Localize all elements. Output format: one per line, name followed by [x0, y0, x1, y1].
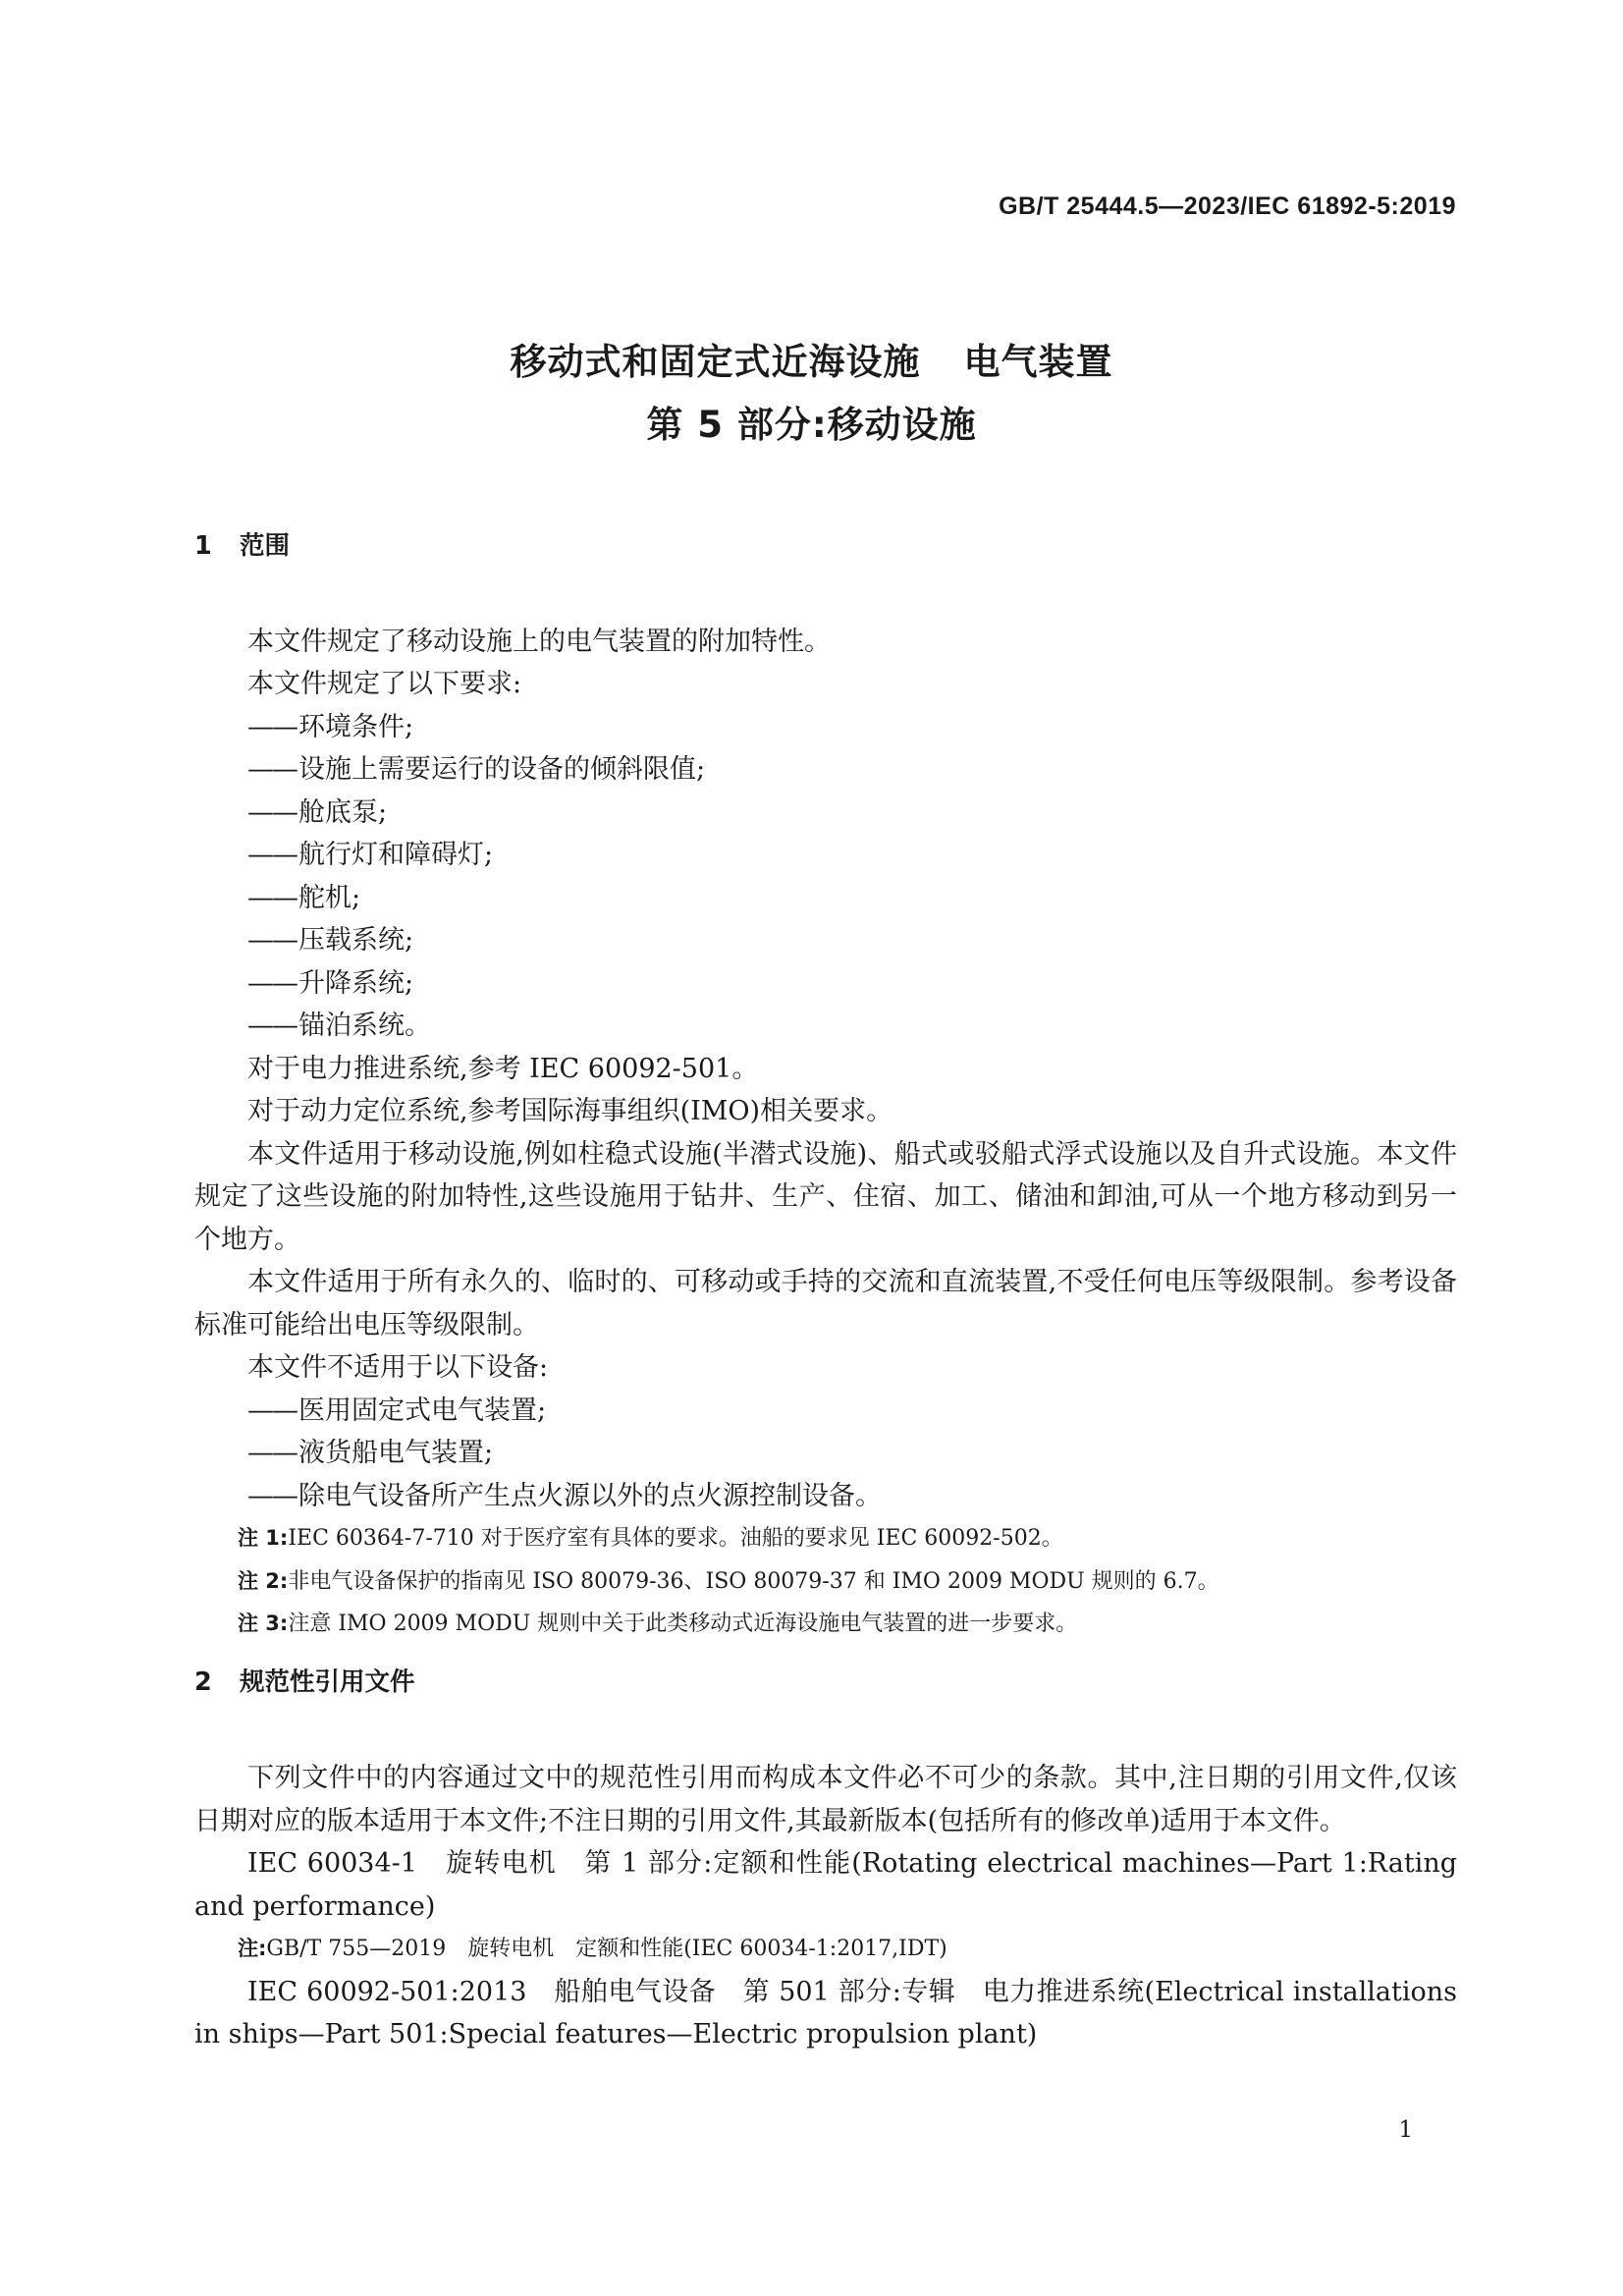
reference-entry: IEC 60092-501:2013 船舶电气设备 第 501 部分:专辑 电力推进系统(Electrical installations in ships—Part 501:Special features—Electric propulsion plant)	[194, 1976, 1457, 2050]
section-2-title: 规范性引用文件	[240, 1667, 415, 1697]
note-text: GB/T 755—2019 旋转电机 定额和性能(IEC 60034-1:2017,IDT)	[266, 1937, 947, 1961]
reference-entry: IEC 60034-1 旋转电机 第 1 部分:定额和性能(Rotating electrical machines—Part 1:Rating and performance)	[194, 1848, 1457, 1922]
list-item	[194, 1475, 1457, 1518]
list-item-text: 除电气设备所产生点火源以外的点火源控制设备。	[298, 1480, 882, 1511]
list-item-text: 舵机;	[298, 882, 361, 913]
paragraph: 本文件不适用于以下设备:	[247, 1352, 549, 1383]
note	[194, 1560, 1457, 1604]
note-text: 非电气设备保护的指南见 ISO 80079-36、ISO 80079-37 和 IMO 2009 MODU 规则的 6.7。	[288, 1568, 1219, 1594]
note	[194, 1928, 1457, 1971]
dash-marker: ——	[247, 754, 297, 785]
document-title-line2: 第 5 部分:移动设施	[646, 404, 977, 446]
dash-marker: ——	[247, 967, 297, 999]
note-text: 注意 IMO 2009 MODU 规则中关于此类移动式近海设施电气装置的进一步要求。	[288, 1612, 1078, 1636]
note-text: IEC 60364-7-710 对于医疗室有具体的要求。油船的要求见 IEC 60092-502。	[288, 1526, 1063, 1551]
note	[194, 1517, 1457, 1560]
document-body	[194, 525, 1457, 2056]
list-item-text: 医用固定式电气装置;	[298, 1394, 547, 1426]
dash-marker: ——	[247, 1394, 297, 1426]
list-item	[194, 1390, 1457, 1433]
section-1-heading	[194, 525, 1457, 569]
paragraph: 下列文件中的内容通过文中的规范性引用而构成本文件必不可少的条款。其中,注日期的引用文件,仅该日期对应的版本适用于本文件;不注日期的引用文件,其最新版本(包括所有的修改单)适用于本文件。	[194, 1763, 1457, 1836]
list-item-text: 设施上需要运行的设备的倾斜限值;	[298, 754, 706, 785]
section-1-title: 范围	[240, 531, 291, 561]
list-item-text: 升降系统;	[298, 967, 414, 999]
dash-marker: ——	[247, 1011, 297, 1041]
note-label: 注 2:	[238, 1568, 289, 1593]
list-item	[194, 792, 1457, 835]
standard-number: GB/T 25444.5—2023/IEC 61892-5:2019	[999, 192, 1456, 220]
list-item	[194, 748, 1457, 792]
list-item-text: 锚泊系统。	[298, 1011, 431, 1041]
list-item-text: 压载系统;	[298, 925, 414, 956]
dash-marker: ——	[247, 796, 297, 828]
paragraph: 本文件规定了以下要求:	[247, 669, 522, 699]
list-item-text: 环境条件;	[298, 711, 414, 742]
dash-marker: ——	[247, 1480, 297, 1511]
dash-marker: ——	[247, 711, 297, 742]
paragraph: 本文件适用于移动设施,例如柱稳式设施(半潜式设施)、船式或驳船式浮式设施以及自升式设施。本文件规定了这些设施的附加特性,这些设施用于钻井、生产、住宿、加工、储油和卸油,可从一个地方移动到另一个地方。	[194, 1138, 1457, 1255]
list-item	[194, 919, 1457, 962]
section-2-number: 2	[194, 1667, 212, 1697]
title-part1: 移动式和固定式近海设施	[510, 341, 921, 383]
note-label: 注 1:	[238, 1526, 289, 1550]
list-item	[194, 706, 1457, 749]
list-item	[194, 834, 1457, 877]
note	[194, 1603, 1457, 1646]
paragraph: 对于动力定位系统,参考国际海事组织(IMO)相关要求。	[247, 1096, 893, 1126]
dash-marker: ——	[247, 840, 297, 870]
list-item	[194, 962, 1457, 1006]
dash-marker: ——	[247, 1438, 297, 1468]
dash-marker: ——	[247, 925, 297, 956]
paragraph: 本文件规定了移动设施上的电气装置的附加特性。	[247, 626, 831, 657]
title-part2: 电气装置	[963, 341, 1113, 383]
paragraph: 对于电力推进系统,参考 IEC 60092-501。	[247, 1053, 759, 1084]
section-2-heading	[194, 1662, 1457, 1705]
list-item-text: 舱底泵;	[298, 796, 388, 828]
list-item	[194, 1432, 1457, 1475]
list-item-text: 航行灯和障碍灯;	[298, 840, 494, 870]
list-item	[194, 877, 1457, 920]
paragraph: 本文件适用于所有永久的、临时的、可移动或手持的交流和直流装置,不受任何电压等级限制。参考设备标准可能给出电压等级限制。	[194, 1267, 1457, 1340]
list-item	[194, 1005, 1457, 1048]
list-item-text: 液货船电气装置;	[298, 1438, 494, 1468]
page-number: 1	[1398, 2117, 1413, 2143]
note-label: 注 3:	[238, 1612, 289, 1635]
document-title-line1	[0, 332, 1623, 385]
dash-marker: ——	[247, 882, 297, 913]
section-1-number: 1	[194, 531, 212, 561]
note-label: 注:	[238, 1937, 267, 1960]
